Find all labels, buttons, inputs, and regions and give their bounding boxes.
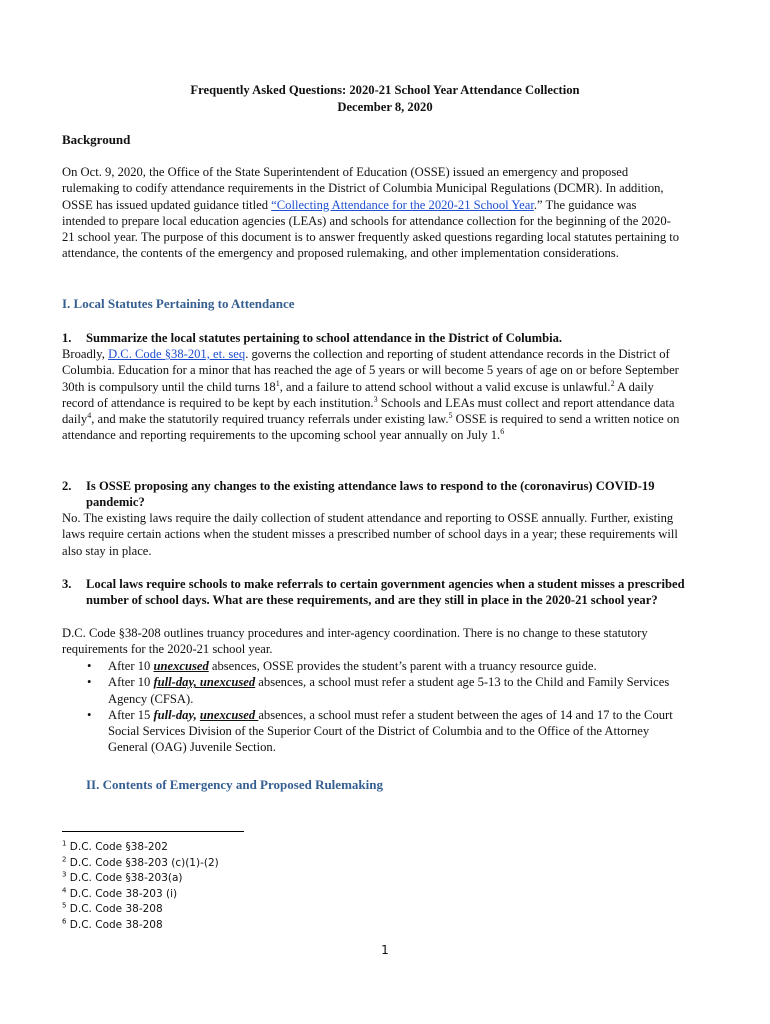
footnote-text: D.C. Code 38-208 [66, 918, 163, 931]
footnote-ref[interactable]: 4 [87, 411, 92, 420]
footnote-divider [62, 831, 244, 832]
footnote-text: D.C. Code §38-203 (c)(1)-(2) [66, 856, 219, 869]
footnote-ref[interactable]: 2 [610, 378, 615, 388]
guidance-link[interactable]: “Collecting Attendance for the 2020-21 School Year [271, 197, 534, 212]
background-text-cont: .” The guidance was intended to prepare local education agencies (LEAs) and schools for attendance collection for the beginning of the 2020-21 school year. The purpose of this document is to answer frequently asked questions regarding local statutes pertaining to attendance, the contents of the emergency and proposed rulemaking, and other implementation considerations. [62, 197, 680, 261]
bullet-icon: • [87, 675, 92, 690]
footnote-number: 2 [62, 855, 67, 864]
emphasis-text: unexcused [199, 707, 259, 722]
question-number: 3. [62, 577, 72, 591]
question-text: Summarize the local statutes pertaining to school attendance in the District of Columbia. [86, 331, 563, 345]
list-item [62, 707, 692, 756]
bullet-icon: • [87, 659, 92, 673]
answer-3: D.C. Code §38-208 outlines truancy procedures and inter-agency coordination. There is no change to these statutory requirements for the 2020-21 school year. [62, 626, 648, 657]
document-title: Frequently Asked Questions: 2020-21 School Year Attendance Collection [190, 83, 580, 97]
answer-text: Schools and LEAs must collect and report attendance data daily [62, 395, 675, 427]
question-number: 1. [62, 331, 72, 345]
list-text: absences, OSSE provides the student’s parent with a truancy resource guide. [208, 659, 597, 673]
list-text: After 10 [108, 659, 154, 673]
section-heading-rulemaking: II. Contents of Emergency and Proposed Rulemaking [86, 777, 383, 792]
footnote-ref[interactable]: 5 [448, 411, 453, 420]
question-number: 2. [62, 479, 72, 493]
question-text: Local laws require schools to make referrals to certain government agencies when a student misses a prescribed number of school days. What are these requirements, and are they still in place in the 2020-21 school year? [86, 577, 685, 608]
question-text: Is OSSE proposing any changes to the existing attendance laws to respond to the (coronavirus) COVID-19 pandemic? [86, 479, 655, 510]
page-number: 1 [381, 943, 389, 957]
footnote [62, 871, 219, 887]
answer-text: , and a failure to attend school without a valid excuse is unlawful. [279, 379, 611, 394]
footnote-number: 6 [62, 917, 67, 926]
answer-2: No. The existing laws require the daily collection of student attendance and reporting to OSSE annually. Further, existing laws require certain actions when the student misses a prescribed number of school days in a year; these requirements will also stay in place. [62, 511, 678, 558]
answer-text: . governs the collection and reporting of student attendance records in the District of Columbia. Education for a minor that has reached the age of 5 years or will become 5 years of age on or before September 30th is compulsory until the child turns 18 [62, 347, 679, 394]
footnote-text: D.C. Code 38-208 [66, 903, 163, 916]
background-paragraph [62, 164, 682, 262]
footnote-number: 4 [62, 886, 67, 895]
footnote [62, 856, 219, 872]
footnote-text: D.C. Code 38-203 (i) [66, 887, 178, 900]
footnote-number: 3 [62, 870, 67, 879]
footnote-number: 5 [62, 901, 67, 910]
footnote [62, 840, 219, 856]
emphasis-text: unexcused [153, 659, 209, 673]
bullet-icon: • [87, 707, 92, 722]
list-item [62, 674, 692, 707]
footnote [62, 918, 219, 934]
question-2 [62, 478, 692, 511]
footnote-text: D.C. Code §38-202 [66, 841, 168, 853]
list-item [62, 658, 692, 674]
footnote-ref[interactable]: 1 [275, 378, 280, 388]
background-heading: Background [62, 132, 131, 147]
footnote-ref[interactable]: 6 [500, 427, 505, 437]
question-1 [62, 330, 692, 346]
emphasis-text: unexcused [199, 675, 256, 690]
document-date: December 8, 2020 [337, 100, 433, 114]
footnote [62, 902, 219, 918]
list-text: absences, a school must refer a student between the ages of 14 and 17 to the Court Social Services Division of the Superior Court of the District of Columbia and to the Office of the Attorney General (OAG) Juvenile Section. [108, 707, 673, 755]
truancy-requirements-list [62, 658, 692, 756]
answer-text: OSSE is required to send a written notice on attendance and reporting requirements to the upcoming school year annually on July 1. [62, 412, 680, 443]
section-heading-local-statutes: I. Local Statutes Pertaining to Attendance [62, 296, 295, 311]
answer-text: A daily record of attendance is required to be kept by each institution. [62, 379, 654, 410]
list-text: absences, a school must refer a student age 5-13 to the Child and Family Services Agency (CFSA). [108, 675, 670, 706]
footnote [62, 887, 219, 903]
answer-1 [62, 346, 682, 444]
emphasis-text: full-day, [153, 707, 200, 722]
dc-code-link[interactable]: D.C. Code §38-201, et. seq [108, 347, 246, 361]
answer-text: , and make the statutorily required truancy referrals under existing law. [91, 412, 449, 427]
footnote-ref[interactable]: 3 [373, 394, 378, 404]
answer-text: Broadly, [62, 347, 109, 361]
footnotes [62, 840, 219, 934]
list-text: After 10 [108, 675, 154, 690]
question-3 [62, 576, 692, 609]
background-text: On Oct. 9, 2020, the Office of the State Superintendent of Education (OSSE) issued an emergency and proposed rulemaking to codify attendance requirements in the District of Columbia Municipal Regulations (DCMR). In addition, OSSE has issued updated guidance titled [62, 165, 664, 212]
footnote-number: 1 [62, 839, 67, 848]
footnote-text: D.C. Code §38-203(a) [66, 872, 183, 885]
list-text: After 15 [108, 707, 154, 722]
emphasis-text: full-day, [153, 675, 200, 690]
